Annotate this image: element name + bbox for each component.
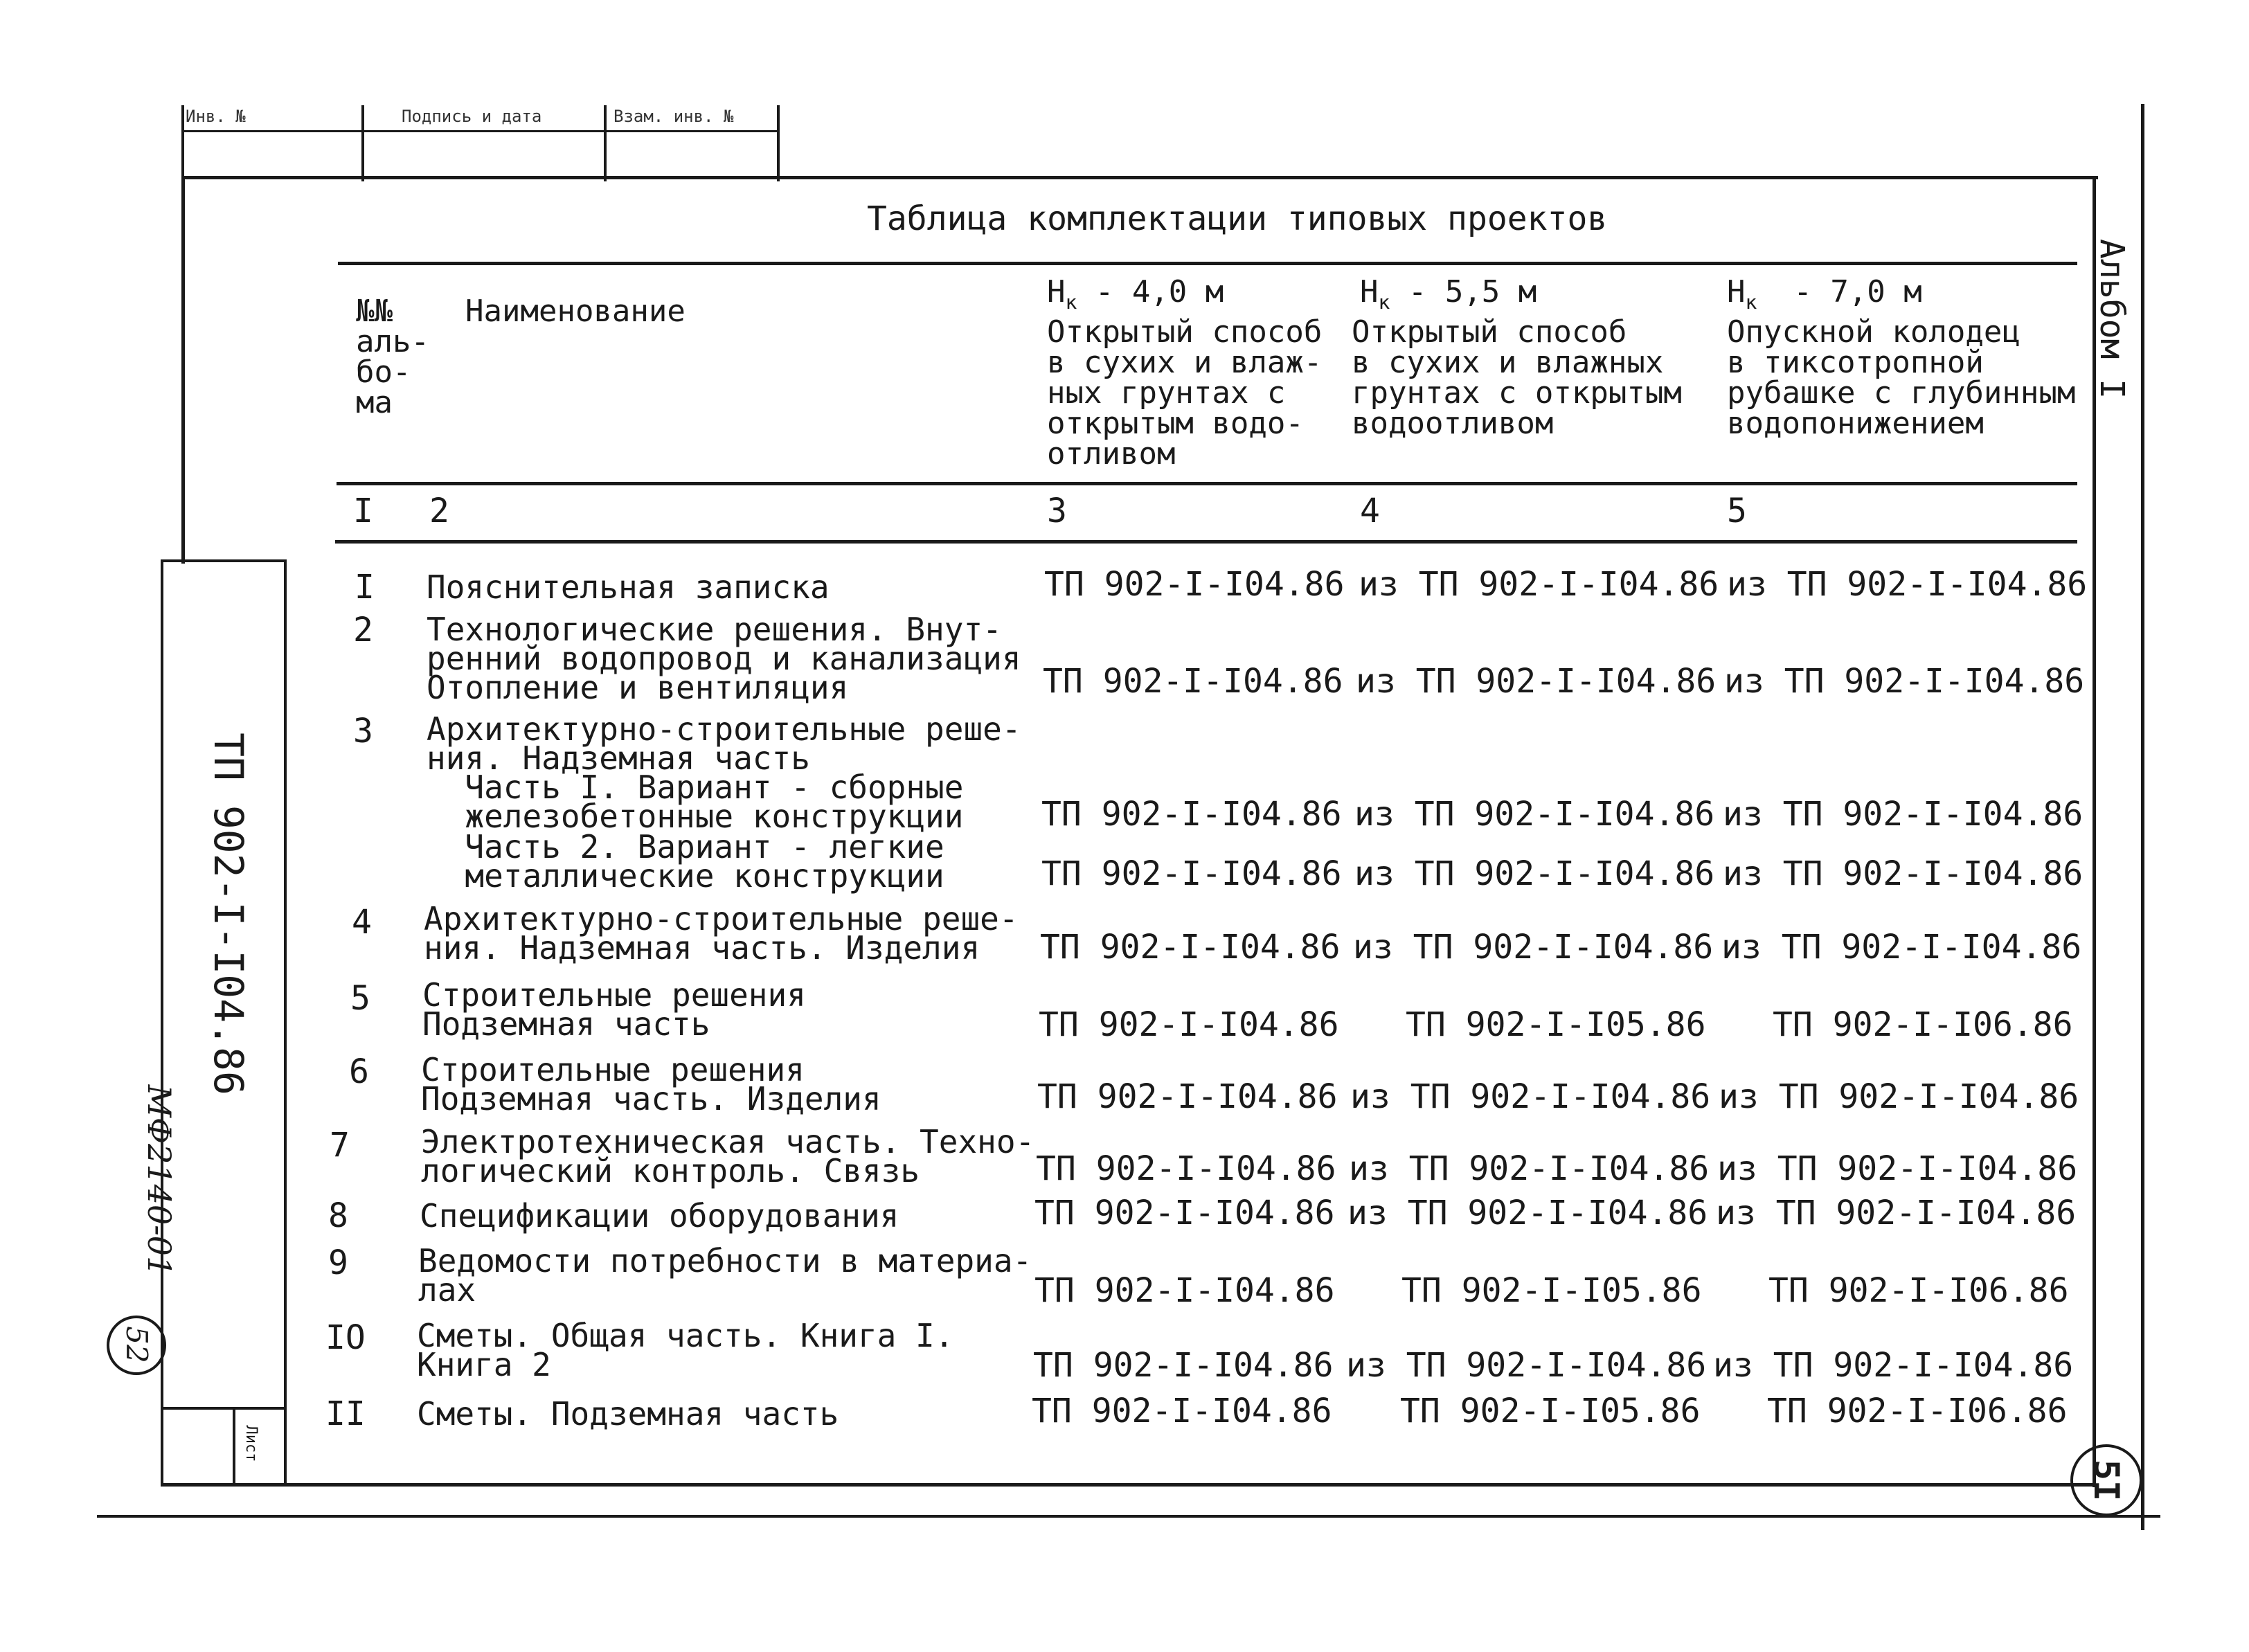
header-col3-depth [1047, 274, 1224, 318]
row-col5: ТП 902-I-I06.86 [1767, 1392, 2068, 1430]
row-col4: ТП 902-I-I05.86 [1400, 1392, 1701, 1430]
row-col5: из ТП 902-I-I04.86 [1723, 795, 2084, 834]
outer-right-edge [2141, 104, 2144, 1530]
row-col5: ТП 902-I-I06.86 [1773, 1005, 2073, 1044]
stamp-divider [604, 105, 607, 181]
row-col3: ТП 902-I-I04.86 [1033, 1346, 1334, 1385]
row-col3: ТП 902-I-I04.86 [1039, 1005, 1339, 1044]
row-name: Спецификации оборудования [420, 1197, 899, 1234]
row-number: 8 [328, 1196, 348, 1235]
stamp-sign-label: Подпись и дата [402, 107, 542, 126]
row-name: Часть 2. Вариант - легкие металлические конструкции [465, 828, 944, 895]
row-number: 2 [353, 611, 373, 649]
row-col4: из ТП 902-I-I04.86 [1346, 1346, 1707, 1385]
row-col4: из ТП 902-I-I04.86 [1350, 1077, 1711, 1116]
row-col3: ТП 902-I-I04.86 [1036, 1149, 1336, 1188]
row-name: Строительные решения Подземная часть. Изделия [421, 1051, 881, 1117]
row-number: 6 [349, 1052, 369, 1091]
col-number: 4 [1360, 492, 1380, 530]
row-col3: ТП 902-I-I04.86 [1037, 1077, 1338, 1116]
row-col5: ТП 902-I-I06.86 [1768, 1271, 2069, 1310]
row-col5: из ТП 902-I-I04.86 [1719, 1077, 2079, 1116]
row-number: IO [325, 1318, 366, 1357]
stamp-divider [181, 105, 184, 181]
row-name: Электротехническая часть. Техно- логический контроль. Связь [421, 1123, 1035, 1189]
row-col4: из ТП 902-I-I04.86 [1354, 854, 1715, 893]
row-name: Часть I. Вариант - сборные железобетонные конструкции [465, 769, 964, 835]
row-col5: из ТП 902-I-I04.86 [1716, 1194, 2077, 1232]
header-col4-val: - 5,5 м [1390, 274, 1537, 309]
row-col5: из ТП 902-I-I04.86 [1724, 662, 2085, 701]
frame-left-upper [181, 176, 185, 564]
header-col3-h: Н [1047, 274, 1066, 309]
album-label: Альбом I [2093, 239, 2131, 399]
stamp-vzam-label: Взам. инв. № [613, 107, 734, 126]
row-col4: из ТП 902-I-I04.86 [1347, 1194, 1708, 1232]
row-col5: из ТП 902-I-I04.86 [1727, 565, 2088, 604]
stamp-rule [181, 130, 780, 132]
handwritten-code: МФ2140-01 [141, 1084, 178, 1277]
row-name: Ведомости потребности в материа- лах [418, 1242, 1032, 1309]
side-project-code: ТП 902-I-I04.86 [205, 733, 252, 1095]
row-number: 4 [352, 903, 372, 942]
frame-bottom [161, 1483, 2093, 1487]
row-number: 3 [353, 712, 373, 751]
header-col5-text: Опускной колодец в тиксотропной рубашке с глубинным водопонижением [1727, 314, 2076, 441]
header-album-number: №№ аль- бо- ма [356, 294, 429, 420]
header-col5-val: - 7,0 м [1757, 274, 1922, 309]
row-col3: ТП 902-I-I04.86 [1040, 928, 1341, 967]
page-title: Таблица комплектации типовых проектов [867, 199, 1608, 238]
row-name: Технологические решения. Внут- ренний водопровод и канализация Отопление и вентиляция [427, 611, 1021, 706]
page-number: 5I [2086, 1459, 2126, 1502]
header-col4-text: Открытый способ в сухих и влажных грунтах с открытым водоотливом [1352, 314, 1682, 441]
row-col5: из ТП 902-I-I04.86 [1723, 854, 2084, 893]
col-number: I [353, 492, 373, 530]
row-col4: из ТП 902-I-I04.86 [1356, 662, 1717, 701]
stamp-inv-label: Инв. № [186, 107, 246, 126]
row-name: Сметы. Подземная часть [417, 1395, 839, 1433]
header-col4-sub: к [1378, 290, 1390, 314]
row-number: II [325, 1394, 366, 1433]
side-stamp-top [161, 559, 287, 562]
row-col3: ТП 902-I-I04.86 [1044, 565, 1345, 604]
side-stamp-divider [161, 1407, 287, 1410]
header-col3-text: Открытый способ в сухих и влаж- ных грунтах с открытым водо- отливом [1047, 314, 1323, 472]
frame-top [181, 176, 2098, 179]
row-number: 9 [328, 1244, 348, 1282]
header-col5-sub: к [1745, 290, 1757, 314]
table-rule-top [338, 262, 2077, 265]
table-rule-numbers [335, 540, 2077, 544]
stamp-divider [361, 105, 364, 181]
header-name: Наименование [465, 294, 686, 329]
row-col4: из ТП 902-I-I04.86 [1353, 928, 1714, 967]
col-number: 2 [429, 492, 449, 530]
row-col4: из ТП 902-I-I04.86 [1354, 795, 1715, 834]
row-col3: ТП 902-I-I04.86 [1041, 795, 1342, 834]
row-col5: из ТП 902-I-I04.86 [1713, 1346, 2074, 1385]
header-col5-h: Н [1727, 274, 1746, 309]
page-baseline [97, 1515, 2160, 1518]
row-col3: ТП 902-I-I04.86 [1043, 662, 1343, 701]
row-number: 7 [330, 1126, 350, 1165]
header-col3-sub: к [1065, 290, 1077, 314]
row-col3: ТП 902-I-I04.86 [1034, 1194, 1335, 1232]
row-col5: из ТП 902-I-I04.86 [1717, 1149, 2078, 1188]
col-number: 3 [1047, 492, 1067, 530]
table-rule-header [337, 482, 2077, 485]
row-name: Пояснительная записка [427, 568, 830, 606]
sheet-cell-divider [233, 1407, 235, 1483]
row-name: Строительные решения Подземная часть [422, 976, 806, 1043]
row-name: Архитектурно-строительные реше- ния. Надземная часть [427, 710, 1021, 777]
row-col5: из ТП 902-I-I04.86 [1721, 928, 2082, 967]
header-col4-h: Н [1360, 274, 1379, 309]
row-col4: ТП 902-I-I05.86 [1401, 1271, 1702, 1310]
header-col4-depth [1360, 274, 1537, 318]
row-name: Сметы. Общая часть. Книга I. Книга 2 [417, 1317, 954, 1383]
row-name: Архитектурно-строительные реше- ния. Надземная часть. Изделия [424, 900, 1019, 967]
stamp-divider [777, 105, 780, 181]
header-col3-val: - 4,0 м [1077, 274, 1224, 309]
row-col3: ТП 902-I-I04.86 [1034, 1271, 1335, 1310]
handwritten-page: 52 [120, 1326, 154, 1363]
side-stamp-right [284, 559, 287, 1486]
row-col3: ТП 902-I-I04.86 [1032, 1392, 1332, 1430]
row-col4: ТП 902-I-I05.86 [1406, 1005, 1706, 1044]
row-col4: из ТП 902-I-I04.86 [1349, 1149, 1710, 1188]
row-col4: из ТП 902-I-I04.86 [1359, 565, 1719, 604]
header-col5-depth [1727, 274, 1922, 318]
sheet-label: Лист [242, 1425, 260, 1462]
row-number: I [355, 568, 375, 607]
row-number: 5 [350, 979, 370, 1018]
row-col3: ТП 902-I-I04.86 [1041, 854, 1342, 893]
col-number: 5 [1727, 492, 1747, 530]
